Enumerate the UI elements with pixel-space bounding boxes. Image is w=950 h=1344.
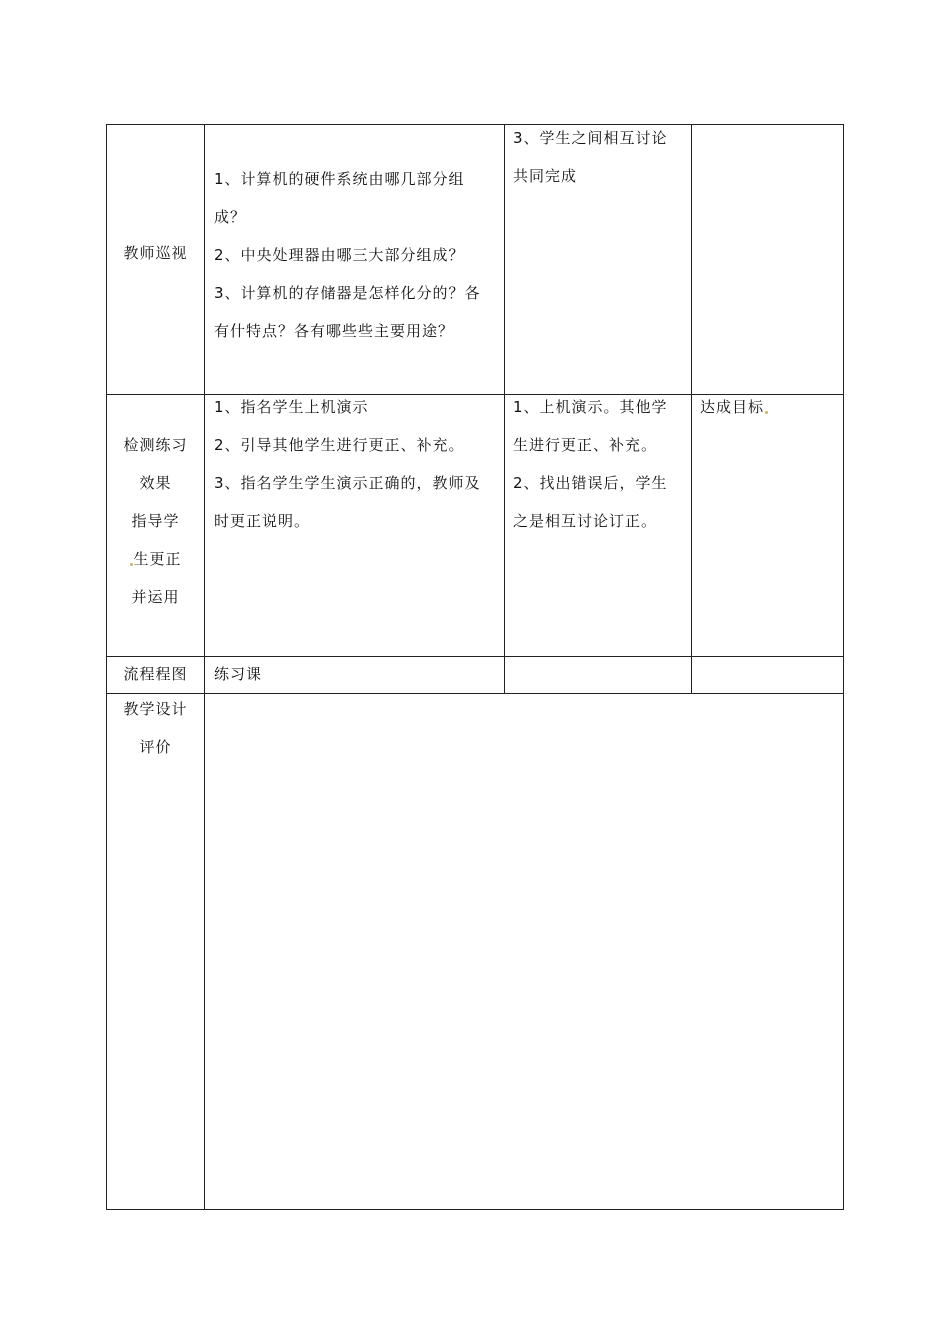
student-line: 2、找出错误后，学生 — [513, 474, 668, 492]
table-border-right — [843, 124, 844, 1210]
student-line: 3、学生之间相互讨论 — [513, 129, 668, 147]
label-text: 效果 — [139, 474, 172, 492]
teacher-activity-cell — [214, 160, 500, 350]
teacher-line: 2、中央处理器由哪三大部分组成？ — [214, 246, 465, 264]
evaluation-content-cell — [214, 700, 834, 1200]
teacher-line: 有什特点？各有哪些些主要用途？ — [214, 322, 455, 340]
table-column-divider — [504, 124, 505, 694]
teacher-line: 2、引导其他学生进行更正、补充。 — [214, 436, 465, 454]
table-border-bottom — [106, 1209, 844, 1210]
label-text — [107, 540, 204, 578]
goal-line — [700, 388, 840, 426]
goal-cell — [700, 388, 840, 426]
student-activity-cell — [513, 119, 689, 195]
row-label-patrol — [107, 234, 204, 272]
teacher-line: 1、计算机的硬件系统由哪几部分组 — [214, 170, 465, 188]
label-text-inner: 生更正 — [133, 550, 182, 568]
label-text: 评价 — [139, 738, 172, 756]
teacher-line: 成？ — [214, 208, 247, 226]
label-text: 检测练习 — [123, 436, 188, 454]
label-text: 教学设计 — [123, 700, 188, 718]
student-activity-cell — [513, 388, 689, 540]
label-text: 指导学 — [131, 512, 180, 530]
student-line: 之是相互讨论订正。 — [513, 512, 658, 530]
student-line: 共同完成 — [513, 167, 578, 185]
row-label-flowchart — [107, 655, 204, 693]
student-line: 1、上机演示。其他学 — [513, 398, 668, 416]
student-line: 生进行更正、补充。 — [513, 436, 658, 454]
teacher-activity-cell — [214, 388, 500, 540]
teacher-line: 时更正说明。 — [214, 512, 311, 530]
label-text: 流程程图 — [123, 665, 188, 683]
teacher-line: 1、指名学生上机演示 — [214, 398, 369, 416]
annotation-mark — [765, 411, 768, 414]
table-column-divider — [204, 124, 205, 1210]
label-text: 并运用 — [131, 588, 180, 606]
row-label-evaluation — [107, 690, 204, 766]
table-column-divider — [691, 124, 692, 694]
teacher-line: 练习课 — [214, 665, 263, 683]
teacher-line: 3、计算机的存储器是怎样化分的？各 — [214, 284, 481, 302]
teacher-activity-cell — [214, 655, 500, 693]
goal-text: 达成目标 — [700, 398, 765, 416]
table-border-top — [106, 124, 844, 125]
row-label-practice — [107, 426, 204, 616]
table-row-divider — [106, 693, 844, 694]
label-text: 教师巡视 — [123, 244, 188, 262]
teacher-line: 3、指名学生学生演示正确的，教师及 — [214, 474, 481, 492]
